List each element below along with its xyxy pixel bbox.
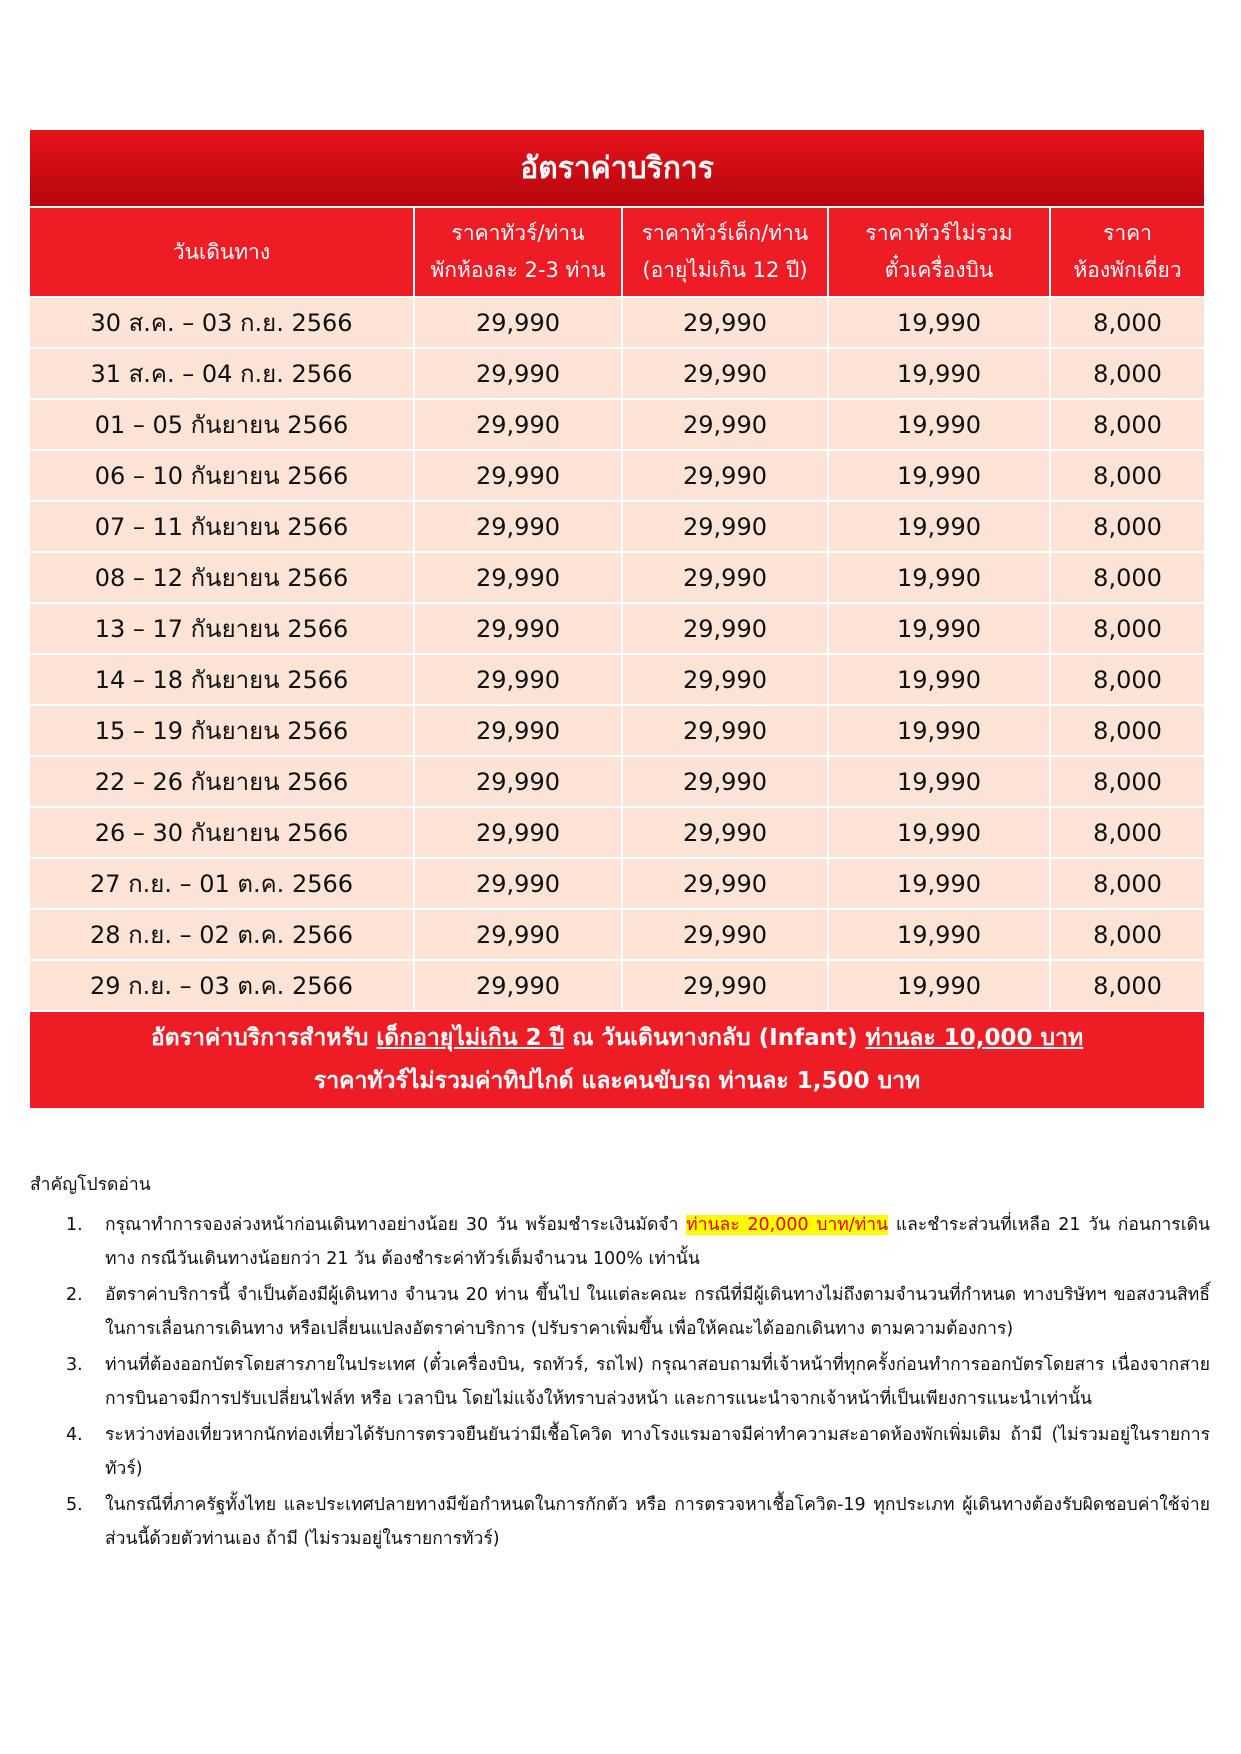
no-flight-price-cell: 19,990	[828, 603, 1050, 654]
footer-infant-price: ท่านละ 10,000 บาท	[865, 1025, 1084, 1052]
header-adult	[414, 207, 622, 297]
table-row	[30, 552, 1204, 603]
no-flight-price-cell: 19,990	[828, 552, 1050, 603]
no-flight-price-cell: 19,990	[828, 705, 1050, 756]
note-number: 2.	[66, 1285, 83, 1305]
child-price-cell: 29,990	[622, 297, 828, 348]
travel-date-cell: 28 ก.ย. – 02 ต.ค. 2566	[30, 909, 414, 960]
footer-line-2: ราคาทัวร์ไม่รวมค่าทิปไกด์ และคนขับรถ ท่านละ 1,500 บาท	[313, 1068, 921, 1094]
header-date: วันเดินทาง	[30, 207, 414, 297]
footer-line1-c: ณ วันเดินทางกลับ (Infant)	[564, 1025, 866, 1052]
note-text: ในกรณีที่ภาครัฐทั้งไทย และประเทศปลายทางมีข้อกำหนดในการกักตัว หรือ การตรวจหาเชื้อโควิด-19 ทุกประเภท ผู้เดินทางต้องรับผิดชอบค่าใช้จ่ายส่วนนี้ด้วยตัวท่านเอง ถ้ามี (ไม่รวมอยู่ในรายการทัวร์)	[105, 1495, 1210, 1549]
rate-table	[30, 130, 1204, 1108]
single-room-price-cell: 8,000	[1050, 858, 1204, 909]
child-price-cell: 29,990	[622, 807, 828, 858]
travel-date-cell: 29 ก.ย. – 03 ต.ค. 2566	[30, 960, 414, 1011]
adult-price-cell: 29,990	[414, 807, 622, 858]
no-flight-price-cell: 19,990	[828, 807, 1050, 858]
single-room-price-cell: 8,000	[1050, 603, 1204, 654]
note-number: 3.	[66, 1355, 83, 1375]
header-child-line2: (อายุไม่เกิน 12 ปี)	[642, 258, 808, 282]
table-footer	[30, 1011, 1204, 1108]
no-flight-price-cell: 19,990	[828, 501, 1050, 552]
header-no-flight	[828, 207, 1050, 297]
no-flight-price-cell: 19,990	[828, 297, 1050, 348]
travel-date-cell: 26 – 30 กันยายน 2566	[30, 807, 414, 858]
note-text: ท่านที่ต้องออกบัตรโดยสารภายในประเทศ (ตั๋วเครื่องบิน, รถทัวร์, รถไฟ) กรุณาสอบถามที่เจ้าหน้าที่ทุกครั้งก่อนทำการออกบัตรโดยสาร เนื่องจากสายการบินอาจมีการปรับเปลี่ยนไฟล์ท หรือ เวลาบิน โดยไม่แจ้งให้ทราบล่วงหน้า และการแนะนำจากเจ้าหน้าที่เป็นเพียงการแนะนำเท่านั้น	[105, 1355, 1210, 1409]
no-flight-price-cell: 19,990	[828, 960, 1050, 1011]
travel-date-cell: 07 – 11 กันยายน 2566	[30, 501, 414, 552]
note-text-a: กรุณาทำการจองล่วงหน้าก่อนเดินทางอย่างน้อย 30 วัน พร้อมชำระเงินมัดจำ	[105, 1215, 687, 1235]
no-flight-price-cell: 19,990	[828, 348, 1050, 399]
table-row	[30, 399, 1204, 450]
single-room-price-cell: 8,000	[1050, 399, 1204, 450]
single-room-price-cell: 8,000	[1050, 552, 1204, 603]
single-room-price-cell: 8,000	[1050, 705, 1204, 756]
header-adult-line1: ราคาทัวร์/ท่าน	[451, 221, 585, 246]
table-row	[30, 297, 1204, 348]
adult-price-cell: 29,990	[414, 756, 622, 807]
adult-price-cell: 29,990	[414, 399, 622, 450]
table-body	[30, 297, 1204, 1011]
travel-date-cell: 31 ส.ค. – 04 ก.ย. 2566	[30, 348, 414, 399]
notes-heading: สำคัญโปรดอ่าน	[30, 1175, 151, 1195]
adult-price-cell: 29,990	[414, 603, 622, 654]
table-row	[30, 960, 1204, 1011]
header-child-line1: ราคาทัวร์เด็ก/ท่าน	[641, 221, 809, 246]
footer-line1-a: อัตราค่าบริการสำหรับ	[150, 1025, 377, 1052]
header-no-flight-line2: ตั๋วเครื่องบิน	[884, 258, 994, 282]
travel-date-cell: 27 ก.ย. – 01 ต.ค. 2566	[30, 858, 414, 909]
single-room-price-cell: 8,000	[1050, 501, 1204, 552]
adult-price-cell: 29,990	[414, 909, 622, 960]
travel-date-cell: 13 – 17 กันยายน 2566	[30, 603, 414, 654]
travel-date-cell: 01 – 05 กันยายน 2566	[30, 399, 414, 450]
child-price-cell: 29,990	[622, 756, 828, 807]
note-number: 5.	[66, 1495, 83, 1515]
notes-list	[30, 1208, 1210, 1556]
table-row	[30, 705, 1204, 756]
adult-price-cell: 29,990	[414, 552, 622, 603]
table-row	[30, 807, 1204, 858]
child-price-cell: 29,990	[622, 501, 828, 552]
single-room-price-cell: 8,000	[1050, 348, 1204, 399]
no-flight-price-cell: 19,990	[828, 654, 1050, 705]
no-flight-price-cell: 19,990	[828, 909, 1050, 960]
child-price-cell: 29,990	[622, 399, 828, 450]
adult-price-cell: 29,990	[414, 348, 622, 399]
table-row	[30, 348, 1204, 399]
note-item	[30, 1488, 1210, 1556]
single-room-price-cell: 8,000	[1050, 960, 1204, 1011]
table-row	[30, 450, 1204, 501]
header-single	[1050, 207, 1204, 297]
travel-date-cell: 14 – 18 กันยายน 2566	[30, 654, 414, 705]
single-room-price-cell: 8,000	[1050, 756, 1204, 807]
adult-price-cell: 29,990	[414, 858, 622, 909]
single-room-price-cell: 8,000	[1050, 297, 1204, 348]
no-flight-price-cell: 19,990	[828, 756, 1050, 807]
single-room-price-cell: 8,000	[1050, 807, 1204, 858]
child-price-cell: 29,990	[622, 858, 828, 909]
note-item	[30, 1418, 1210, 1486]
adult-price-cell: 29,990	[414, 654, 622, 705]
child-price-cell: 29,990	[622, 348, 828, 399]
note-text: ระหว่างท่องเที่ยวหากนักท่องเที่ยวได้รับการตรวจยืนยันว่ามีเชื้อโควิด ทางโรงแรมอาจมีค่าทำความสะอาดห้องพักเพิ่มเติม ถ้ามี (ไม่รวมอยู่ในรายการทัวร์)	[105, 1425, 1210, 1479]
adult-price-cell: 29,990	[414, 501, 622, 552]
child-price-cell: 29,990	[622, 450, 828, 501]
table-row	[30, 858, 1204, 909]
note-item	[30, 1278, 1210, 1346]
important-notes	[30, 1170, 1210, 1558]
child-price-cell: 29,990	[622, 603, 828, 654]
single-room-price-cell: 8,000	[1050, 654, 1204, 705]
travel-date-cell: 22 – 26 กันยายน 2566	[30, 756, 414, 807]
no-flight-price-cell: 19,990	[828, 450, 1050, 501]
child-price-cell: 29,990	[622, 654, 828, 705]
table-row	[30, 756, 1204, 807]
no-flight-price-cell: 19,990	[828, 399, 1050, 450]
child-price-cell: 29,990	[622, 909, 828, 960]
note-item	[30, 1348, 1210, 1416]
single-room-price-cell: 8,000	[1050, 909, 1204, 960]
header-no-flight-line1: ราคาทัวร์ไม่รวม	[865, 221, 1013, 246]
note-item	[30, 1208, 1210, 1276]
table-row	[30, 501, 1204, 552]
adult-price-cell: 29,990	[414, 960, 622, 1011]
travel-date-cell: 08 – 12 กันยายน 2566	[30, 552, 414, 603]
deposit-highlight: ท่านละ 20,000 บาท/ท่าน	[686, 1215, 889, 1235]
travel-date-cell: 15 – 19 กันยายน 2566	[30, 705, 414, 756]
header-adult-line2: พักห้องละ 2-3 ท่าน	[430, 258, 606, 282]
travel-date-cell: 06 – 10 กันยายน 2566	[30, 450, 414, 501]
table-row	[30, 654, 1204, 705]
footer-line-1	[30, 1017, 1204, 1060]
child-price-cell: 29,990	[622, 960, 828, 1011]
adult-price-cell: 29,990	[414, 705, 622, 756]
note-text: อัตราค่าบริการนี้ จำเป็นต้องมีผู้เดินทาง จำนวน 20 ท่าน ขึ้นไป ในแต่ละคณะ กรณีที่มีผู้เดินทางไม่ถึงตามจำนวนที่กำหนด ทางบริษัทฯ ขอสงวนสิทธิ์ในการเลื่อนการเดินทาง หรือเปลี่ยนแปลงอัตราค่าบริการ (ปรับราคาเพิ่มขึ้น เพื่อให้คณะได้ออกเดินทาง ตามความต้องการ)	[105, 1285, 1210, 1339]
single-room-price-cell: 8,000	[1050, 450, 1204, 501]
note-text-b: และชำระส่วนที่เหลือ 21 วัน ก่อนการเดินทาง กรณีวันเดินทางน้อยกว่า 21 วัน ต้องชำระค่าทัวร์เต็มจำนวน 100% เท่านั้น	[105, 1215, 1211, 1269]
travel-date-cell: 30 ส.ค. – 03 ก.ย. 2566	[30, 297, 414, 348]
adult-price-cell: 29,990	[414, 450, 622, 501]
child-price-cell: 29,990	[622, 705, 828, 756]
footer-infant-label: เด็กอายุไม่เกิน 2 ปี	[376, 1025, 565, 1052]
table-header-row	[30, 207, 1204, 297]
table-row	[30, 909, 1204, 960]
header-single-line1: ราคา	[1103, 221, 1152, 246]
table-title: อัตราค่าบริการ	[30, 130, 1204, 207]
note-number: 4.	[66, 1425, 83, 1445]
no-flight-price-cell: 19,990	[828, 858, 1050, 909]
table-row	[30, 603, 1204, 654]
adult-price-cell: 29,990	[414, 297, 622, 348]
header-single-line2: ห้องพักเดี่ยว	[1073, 258, 1182, 282]
header-child	[622, 207, 828, 297]
note-number: 1.	[66, 1215, 83, 1235]
child-price-cell: 29,990	[622, 552, 828, 603]
